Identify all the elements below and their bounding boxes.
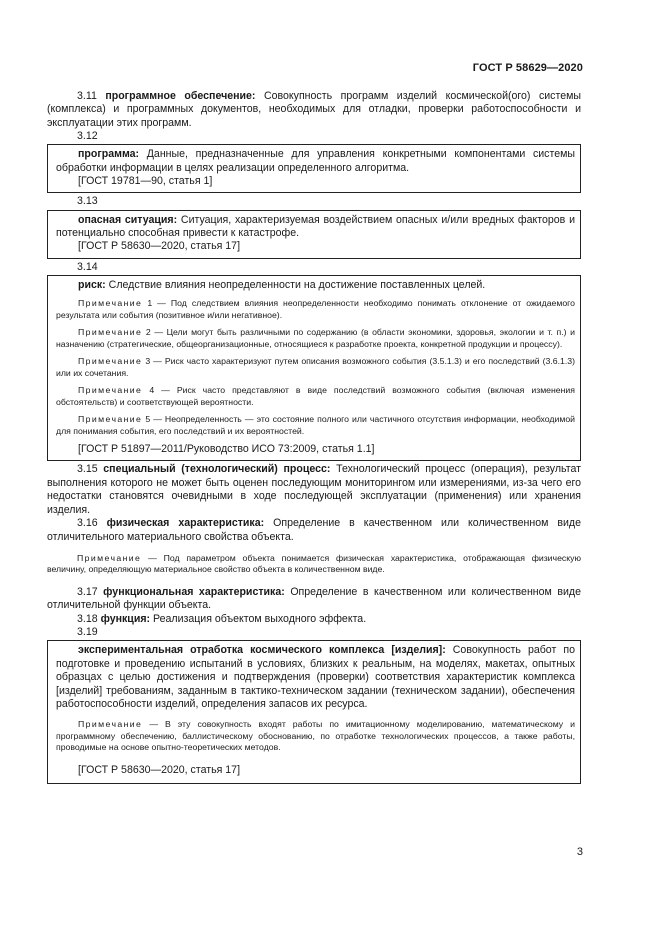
- definition: Совокупность программ изделий космической(ого) системы (комплекса) и программных документов, необходимых для отладки, проверки работоспособности и эксплуатации этих программ.: [47, 90, 581, 129]
- definition: Определение в качественном или количественном виде отличительной функции объекта.: [47, 585, 581, 612]
- note-5: [56, 414, 575, 437]
- note-2: [56, 327, 575, 350]
- note-label: Примечание: [78, 719, 143, 730]
- entry-number: 3.15: [77, 463, 98, 476]
- term: программное обеспечение:: [105, 90, 256, 102]
- term: функция:: [100, 612, 151, 625]
- term: экспериментальная отработка космического комплекса [изделия]:: [78, 644, 446, 657]
- definition: Реализация объектом выходного эффекта.: [153, 612, 367, 625]
- definition: Определение в качественном или количественном виде отличительного материального свойства объекта.: [47, 517, 581, 543]
- entry-number: 3.17: [77, 585, 98, 598]
- note-label: Примечание: [78, 298, 143, 309]
- page-number: 3: [576, 846, 583, 858]
- entry-number: 3.11: [77, 90, 97, 102]
- note-3: [56, 356, 575, 379]
- note-1: [56, 298, 575, 321]
- note-label: Примечание: [78, 414, 143, 425]
- definition-box-3-14: [47, 275, 581, 462]
- entry-number: 3.13: [77, 195, 98, 208]
- note-label: Примечание: [78, 327, 143, 338]
- source-reference: [ГОСТ 19781—90, статья 1]: [78, 175, 213, 188]
- note-text: 2 — Цели могут быть различными по содержанию (в области экономики, здоровья, экологии и т. п.) и назначению (стратегические, общеорганизационные, относящиеся к разработке проекта, конкретной продукции и процессу).: [56, 327, 575, 349]
- entry-number: 3.19: [77, 626, 98, 639]
- term: риск:: [78, 278, 106, 291]
- definition-box-3-19: [47, 640, 581, 784]
- entry-3-17: [47, 586, 581, 613]
- definition: Ситуация, характеризуемая воздействием опасных и/или вредных факторов и потенциально способная привести к катастрофе.: [56, 213, 576, 240]
- note-3-16: [47, 553, 581, 576]
- entry-3-16: [47, 517, 581, 544]
- term: специальный (технологический) процесс:: [103, 463, 331, 476]
- note-4: [56, 385, 575, 408]
- note-text: 1 — Под следствием влияния неопределенности необходимо понимать отклонение от ожидаемого результата или события (позитивное и/или негативное).: [56, 298, 575, 320]
- source-reference: [ГОСТ Р 58630—2020, статья 17]: [78, 240, 241, 253]
- source-reference: [ГОСТ Р 58630—2020, статья 17]: [78, 763, 241, 776]
- note-text: 4 — Риск часто представляют в виде последствий возможного события (включая изменения обстоятельств) и соответствующей вероятности.: [56, 385, 575, 407]
- note-text: — Под параметром объекта понимается физическая характеристика, отображающая физическую величину, определяющую материальное свойство объекта в количественном виде.: [47, 552, 581, 575]
- note-text: 3 — Риск часто характеризуют путем описания возможного события (3.5.1.3) и его последствий (3.6.1.3) или их сочетания.: [56, 356, 576, 378]
- definition: Технологический процесс (операция), результат выполнения которого не может быть оценен последующим мониторингом или измерениями, из-за чего его недостатки становятся очевидными в ходе последующей эксплуатации (применения) или хранения изделия.: [47, 463, 581, 516]
- definition: Совокупность работ по подготовке и проведению испытаний в условиях, близких к реальным, на моделях, макетах, опытных образцах с целью достижения и подтверждения (проверки) соответствия характеристик комплекса [изделий] требованиям, заданным в тактико-техническом задании (техническом задании), обеспечения работоспособности изделий, определения запасов их ресурса.: [56, 644, 575, 710]
- entry-number: 3.18: [77, 612, 98, 625]
- standard-designation: ГОСТ Р 58629—2020: [472, 62, 583, 74]
- term: функциональная характеристика:: [103, 585, 285, 598]
- entry-3-11: [47, 90, 581, 130]
- note-text: — В эту совокупность входят работы по имитационному моделированию, математическому и программному обеспечению, баллистическому обоснованию, по отработке технологических процессов, а также работы, проводимые на основе опытно-теоретических методов.: [56, 719, 575, 753]
- entry-3-18: [47, 613, 581, 626]
- term: опасная ситуация:: [78, 213, 178, 226]
- entry-number: 3.16: [77, 517, 98, 530]
- note-label: Примечание: [78, 385, 143, 396]
- source-reference: [ГОСТ Р 51897—2011/Руководство ИСО 73:2009, статья 1.1]: [78, 443, 375, 456]
- term: физическая характеристика:: [106, 517, 265, 530]
- entry-number: 3.12: [77, 130, 98, 143]
- note-label: Примечание: [77, 552, 142, 563]
- note-label: Примечание: [78, 356, 143, 367]
- definition: Данные, предназначенные для управления конкретными компонентами системы обработки информации в целях реализации определенного алгоритма.: [56, 148, 575, 174]
- document-body: [47, 90, 581, 786]
- definition-box-3-12: [47, 144, 581, 193]
- entry-number: 3.14: [77, 260, 98, 273]
- definition-box-3-13: [47, 210, 581, 259]
- note-3-19: [56, 719, 575, 754]
- definition: Следствие влияния неопределенности на достижение поставленных целей.: [108, 278, 486, 291]
- term: программа:: [78, 148, 140, 161]
- entry-3-15: [47, 463, 581, 517]
- note-text: 5 — Неопределенность — это состояние полного или частичного отсутствия информации, необходимой для понимания события, его последствий и их вероятностей.: [56, 414, 576, 436]
